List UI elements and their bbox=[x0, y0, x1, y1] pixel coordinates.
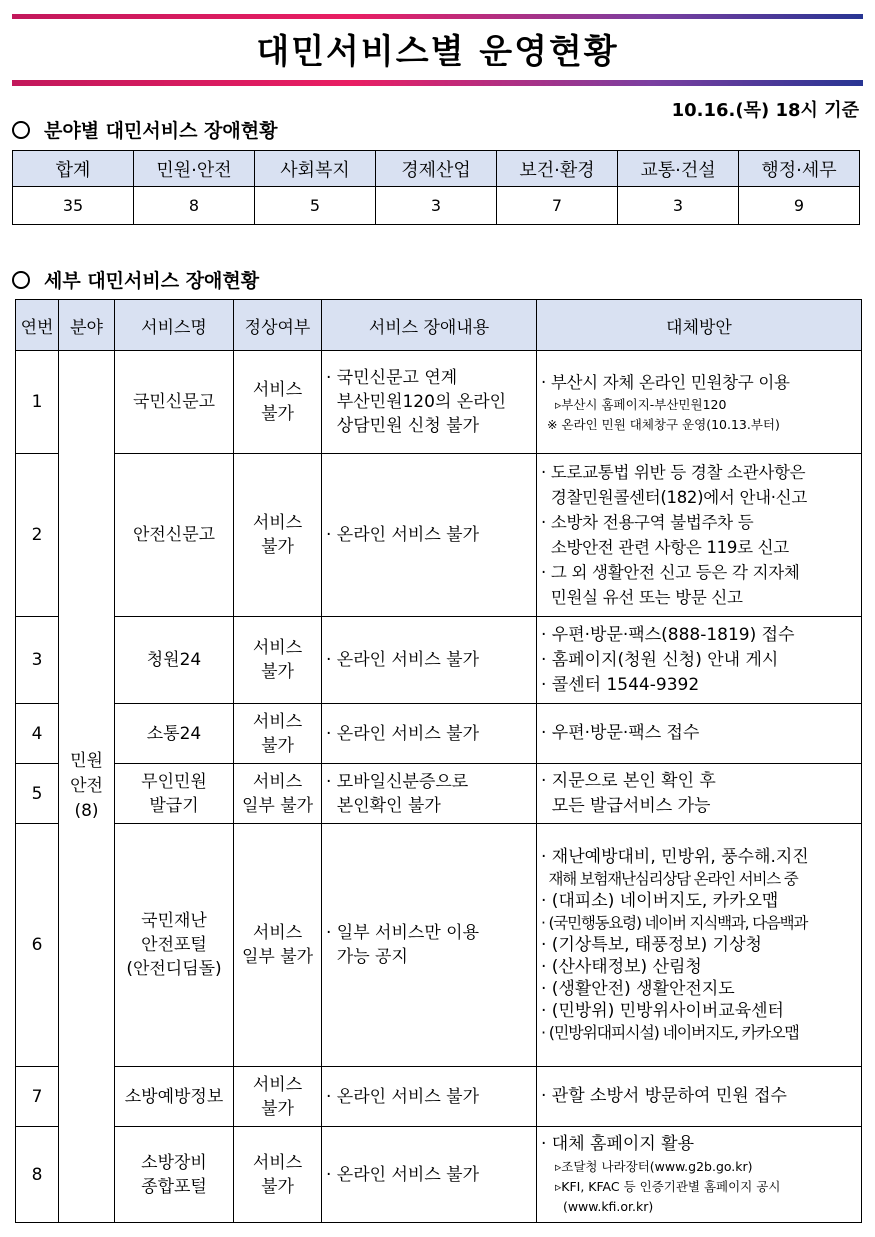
alternative-line: · 소방차 전용구역 불법주차 등 bbox=[541, 513, 754, 532]
status-cell bbox=[234, 454, 322, 617]
alternative-line: · 그 외 생활안전 신고 등은 각 지자체 bbox=[541, 563, 800, 582]
alternative-line: · 우편·방문·팩스(888-1819) 접수 bbox=[541, 624, 795, 645]
description-line: · 온라인 서비스 불가 bbox=[326, 525, 479, 545]
description-line: · 온라인 서비스 불가 bbox=[326, 1086, 479, 1107]
alternative-line: · 우편·방문·팩스 접수 bbox=[541, 723, 700, 743]
status-cell bbox=[234, 704, 322, 764]
title-bottom-bar bbox=[12, 80, 863, 86]
alternative-line: · 관할 소방서 방문하여 민원 접수 bbox=[541, 1086, 787, 1106]
summary-value-cell: 9 bbox=[739, 187, 860, 225]
alternative-line: · (대피소) 네이버지도, 카카오맵 bbox=[541, 891, 779, 911]
alternative-sub-line: (www.kfi.or.kr) bbox=[555, 1199, 654, 1214]
status-cell bbox=[234, 617, 322, 704]
alternative-line: · 부산시 자체 온라인 민원창구 이용 bbox=[541, 372, 790, 392]
service-name-line: 발급기 bbox=[149, 795, 199, 816]
page-title: 대민서비스별 운영현황 bbox=[256, 32, 619, 72]
service-name-line: 소통24 bbox=[146, 723, 202, 744]
service-name-line: 소방예방정보 bbox=[124, 1086, 224, 1107]
summary-header-cell: 민원·안전 bbox=[134, 151, 255, 187]
service-name bbox=[115, 351, 234, 454]
alternative-line: · (국민행동요령) 네이버 지식백과, 다음백과 bbox=[541, 914, 808, 932]
alternative-line: · 대체 홈페이지 활용 bbox=[541, 1134, 694, 1154]
alternative-line: · (생활안전) 생활안전지도 bbox=[541, 979, 735, 999]
status-line: 서비스 bbox=[252, 638, 303, 658]
alternative-measures bbox=[537, 351, 862, 454]
alternative-line: 재해 보험재난심리상담 온라인 서비스 중 bbox=[541, 870, 798, 888]
summary-value-row bbox=[13, 187, 860, 225]
section-heading-text: 분야별 대민서비스 장애현황 bbox=[44, 120, 278, 142]
detail-header-cell: 분야 bbox=[59, 300, 115, 351]
alternative-measures bbox=[537, 1067, 862, 1127]
service-name-line: 소방장비 bbox=[141, 1152, 207, 1173]
status-line: 일부 불가 bbox=[241, 795, 314, 816]
row-number: 5 bbox=[16, 764, 59, 824]
row-number: 8 bbox=[16, 1127, 59, 1223]
status-line: 불가 bbox=[261, 735, 294, 756]
service-name bbox=[115, 704, 234, 764]
section-heading-detail bbox=[12, 266, 259, 293]
service-name bbox=[115, 1067, 234, 1127]
description-line: 본인확인 불가 bbox=[326, 795, 441, 816]
row-number: 2 bbox=[16, 454, 59, 617]
status-line: 서비스 bbox=[252, 771, 303, 792]
alternative-measures bbox=[537, 824, 862, 1067]
summary-value-cell: 35 bbox=[13, 187, 134, 225]
service-name bbox=[115, 454, 234, 617]
alternative-sub-line: ▹KFI, KFAC 등 인증기관별 홈페이지 공시 bbox=[555, 1179, 781, 1194]
description-line: · 일부 서비스만 이용 bbox=[326, 923, 479, 943]
table-row bbox=[16, 1067, 862, 1127]
service-name-line: 국민재난 bbox=[141, 911, 207, 931]
status-line: 불가 bbox=[261, 404, 294, 424]
description-line: · 온라인 서비스 불가 bbox=[326, 1164, 479, 1185]
alternative-line: · (산사태정보) 산림청 bbox=[541, 957, 702, 977]
description-line: · 모바일신분증으로 bbox=[326, 771, 469, 792]
table-row bbox=[16, 824, 862, 1067]
outage-description bbox=[322, 1067, 537, 1127]
status-line: 불가 bbox=[261, 662, 294, 682]
status-line: 서비스 bbox=[252, 513, 303, 533]
outage-description bbox=[322, 617, 537, 704]
summary-header-cell: 합계 bbox=[13, 151, 134, 187]
detail-header-cell: 서비스 장애내용 bbox=[322, 300, 537, 351]
table-row bbox=[16, 454, 862, 617]
category-label: 민원 bbox=[70, 751, 103, 771]
circle-bullet-icon bbox=[12, 121, 30, 139]
alternative-measures bbox=[537, 764, 862, 824]
description-line: 상담민원 신청 불가 bbox=[326, 416, 479, 436]
category-cell bbox=[59, 351, 115, 1223]
status-line: 서비스 bbox=[252, 711, 303, 732]
summary-value-cell: 8 bbox=[134, 187, 255, 225]
detail-header-cell: 대체방안 bbox=[537, 300, 862, 351]
service-name-line: 종합포털 bbox=[141, 1176, 207, 1197]
alternative-line: · 지문으로 본인 확인 후 bbox=[541, 770, 716, 791]
alternative-measures bbox=[537, 704, 862, 764]
description-line: · 국민신문고 연계 bbox=[326, 368, 458, 388]
alternative-measures bbox=[537, 454, 862, 617]
as-of-date: 10.16.(목) 18시 기준 bbox=[671, 100, 859, 121]
category-label: 안전 bbox=[70, 776, 103, 796]
section-heading-text: 세부 대민서비스 장애현황 bbox=[44, 270, 260, 292]
service-name bbox=[115, 1127, 234, 1223]
row-number: 3 bbox=[16, 617, 59, 704]
status-line: 불가 bbox=[261, 1098, 294, 1119]
detail-table bbox=[15, 299, 862, 1223]
service-name-line: 무인민원 bbox=[141, 771, 207, 792]
alternative-line: · 재난예방대비, 민방위, 풍수해.지진 bbox=[541, 847, 809, 867]
summary-header-cell: 교통·건설 bbox=[618, 151, 739, 187]
service-name-line: 안전포털 bbox=[141, 935, 207, 955]
status-cell bbox=[234, 351, 322, 454]
status-cell bbox=[234, 1067, 322, 1127]
service-name bbox=[115, 824, 234, 1067]
summary-value-cell: 3 bbox=[376, 187, 497, 225]
outage-description bbox=[322, 454, 537, 617]
status-line: 불가 bbox=[261, 537, 294, 557]
row-number: 1 bbox=[16, 351, 59, 454]
alternative-measures bbox=[537, 1127, 862, 1223]
summary-value-cell: 5 bbox=[255, 187, 376, 225]
alternative-line: 소방안전 관련 사항은 119로 신고 bbox=[541, 538, 789, 557]
alternative-line: 경찰민원콜센터(182)에서 안내·신고 bbox=[541, 488, 807, 507]
outage-description bbox=[322, 1127, 537, 1223]
summary-header-cell: 사회복지 bbox=[255, 151, 376, 187]
status-line: 서비스 bbox=[252, 923, 303, 943]
detail-header-row bbox=[16, 300, 862, 351]
title-top-bar bbox=[12, 14, 863, 19]
row-number: 4 bbox=[16, 704, 59, 764]
status-line: 서비스 bbox=[252, 380, 303, 400]
section-heading-summary bbox=[12, 116, 277, 143]
outage-description bbox=[322, 351, 537, 454]
alternative-line: · 도로교통법 위반 등 경찰 소관사항은 bbox=[541, 463, 806, 482]
table-row bbox=[16, 704, 862, 764]
description-line: 부산민원120의 온라인 bbox=[326, 392, 507, 412]
table-row bbox=[16, 617, 862, 704]
status-line: 서비스 bbox=[252, 1074, 303, 1095]
service-name bbox=[115, 764, 234, 824]
status-cell bbox=[234, 824, 322, 1067]
alternative-line: · (기상특보, 태풍정보) 기상청 bbox=[541, 935, 762, 955]
alternative-line: · 홈페이지(청원 신청) 안내 게시 bbox=[541, 649, 779, 670]
status-line: 불가 bbox=[261, 1176, 294, 1197]
outage-description bbox=[322, 704, 537, 764]
outage-description bbox=[322, 764, 537, 824]
category-label: (8) bbox=[74, 801, 99, 821]
summary-header-cell: 보건·환경 bbox=[497, 151, 618, 187]
service-name-line: 청원24 bbox=[146, 650, 202, 670]
service-name bbox=[115, 617, 234, 704]
circle-bullet-icon bbox=[12, 271, 30, 289]
alternative-sub-line: ▹부산시 홈페이지-부산민원120 bbox=[555, 396, 727, 412]
description-line: 가능 공지 bbox=[326, 947, 408, 967]
table-row bbox=[16, 1127, 862, 1223]
outage-description bbox=[322, 824, 537, 1067]
table-row bbox=[16, 764, 862, 824]
alternative-measures bbox=[537, 617, 862, 704]
summary-value-cell: 7 bbox=[497, 187, 618, 225]
summary-header-row bbox=[13, 151, 860, 187]
service-name-line: 안전신문고 bbox=[132, 525, 216, 545]
detail-header-cell: 서비스명 bbox=[115, 300, 234, 351]
detail-header-cell: 정상여부 bbox=[234, 300, 322, 351]
status-line: 일부 불가 bbox=[241, 947, 314, 967]
description-line: · 온라인 서비스 불가 bbox=[326, 723, 479, 744]
alternative-line: · (민방위) 민방위사이버교육센터 bbox=[541, 1001, 784, 1021]
alternative-sub-line: ▹조달청 나라장터(www.g2b.go.kr) bbox=[555, 1159, 753, 1174]
alternative-line: 모든 발급서비스 가능 bbox=[541, 795, 711, 816]
description-line: · 온라인 서비스 불가 bbox=[326, 650, 479, 670]
summary-header-cell: 경제산업 bbox=[376, 151, 497, 187]
alternative-line: · (민방위대피시설) 네이버지도, 카카오맵 bbox=[541, 1023, 799, 1042]
table-row bbox=[16, 351, 862, 454]
status-line: 서비스 bbox=[252, 1152, 303, 1173]
row-number: 6 bbox=[16, 824, 59, 1067]
status-cell bbox=[234, 1127, 322, 1223]
detail-header-cell: 연번 bbox=[16, 300, 59, 351]
status-cell bbox=[234, 764, 322, 824]
service-name-line: 국민신문고 bbox=[132, 392, 216, 412]
service-name-line: (안전디딤돌) bbox=[126, 959, 222, 979]
alternative-line: 민원실 유선 또는 방문 신고 bbox=[541, 588, 743, 607]
row-number: 7 bbox=[16, 1067, 59, 1127]
summary-header-cell: 행정·세무 bbox=[739, 151, 860, 187]
alternative-line: · 콜센터 1544-9392 bbox=[541, 674, 700, 695]
summary-value-cell: 3 bbox=[618, 187, 739, 225]
summary-table bbox=[12, 150, 860, 225]
alternative-note-line: ※ 온라인 민원 대체창구 운영(10.13.부터) bbox=[547, 416, 780, 432]
